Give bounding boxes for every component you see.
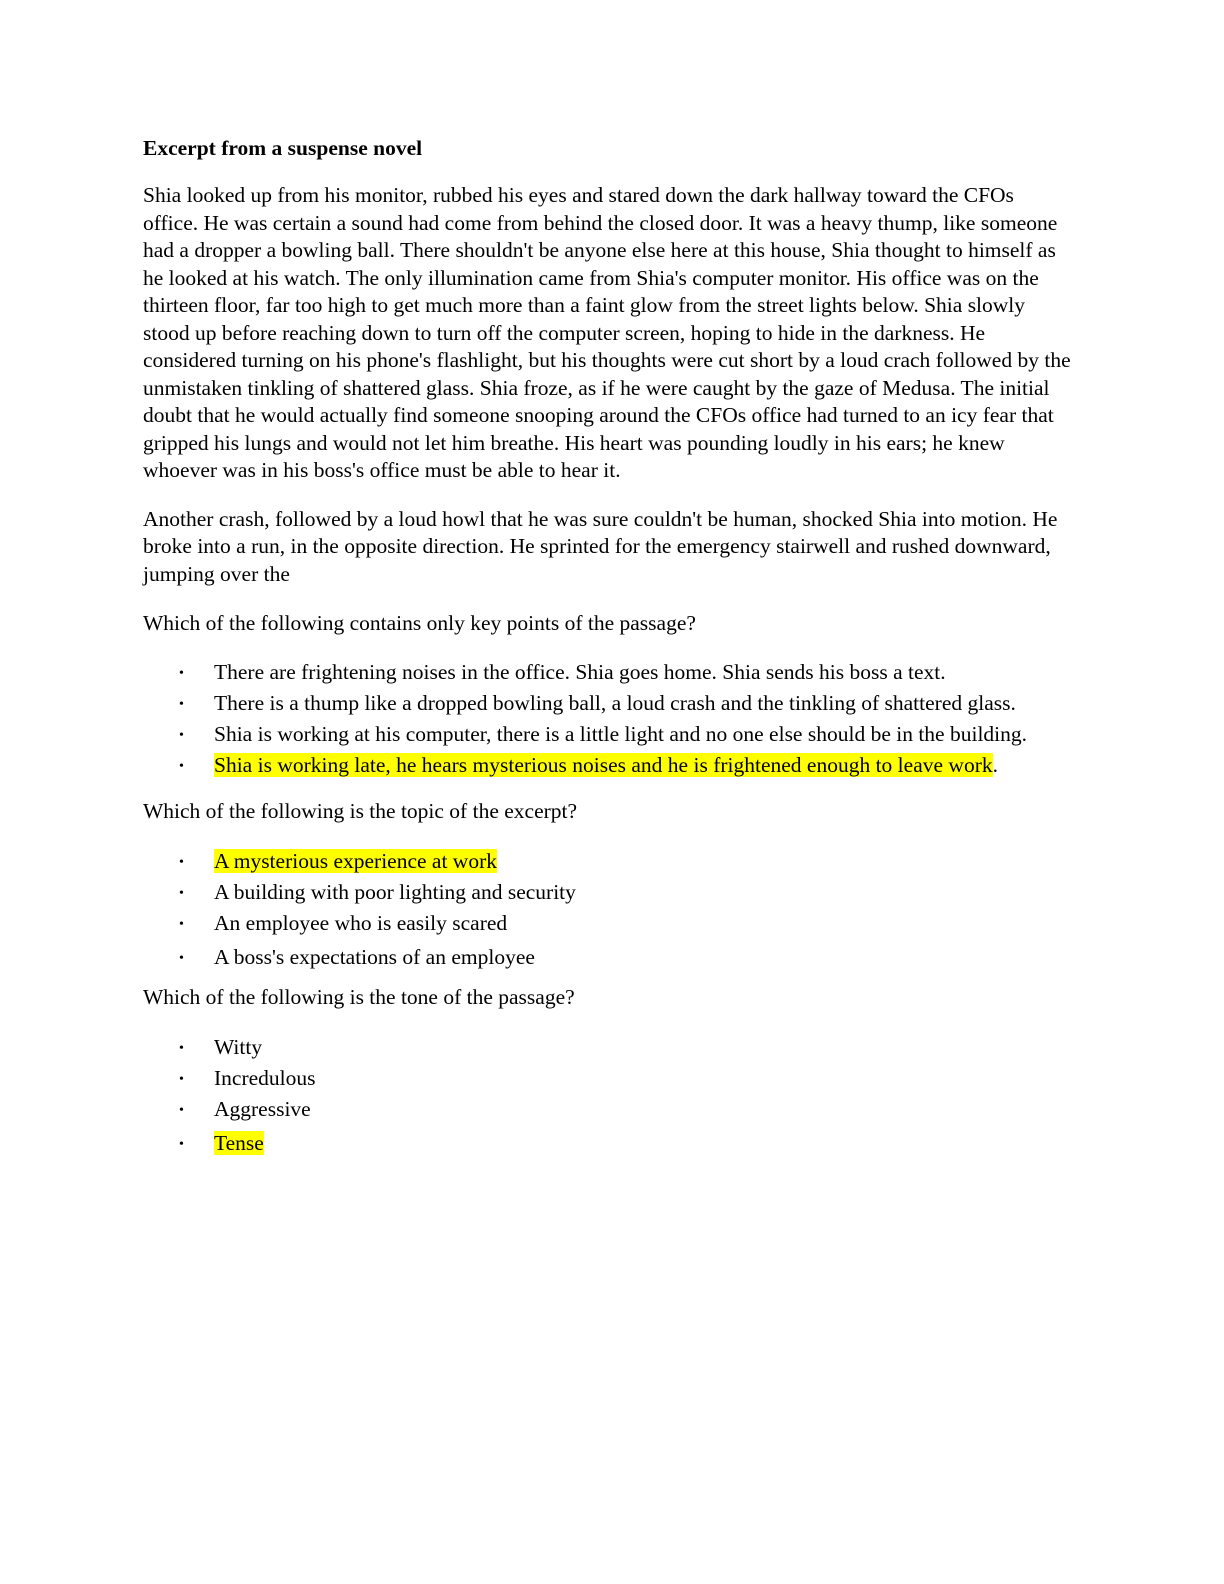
- bullet-icon: •: [179, 666, 184, 681]
- bullet-icon: •: [179, 1041, 184, 1056]
- bullet-icon: •: [179, 1103, 184, 1118]
- option-item: [143, 882, 1073, 902]
- passage-paragraph-2: Another crash, followed by a loud howl that he was sure couldn't be human, shocked Shia into motion. He broke into a run, in the opposite direction. He sprinted for the emergency stairwell and rushed downward, jumping over the: [143, 506, 1058, 586]
- bullet-icon: •: [179, 1137, 184, 1152]
- question-key-points: Which of the following contains only key points of the passage?: [143, 611, 696, 635]
- bullet-icon: •: [179, 855, 184, 870]
- options-list-topic: [143, 851, 1073, 967]
- option-text: Witty: [214, 1035, 263, 1059]
- option-text: Shia is working at his computer, there is a little light and no one else should be in the building.: [214, 722, 1028, 746]
- document-page: [143, 134, 1073, 1164]
- option-text: A building with poor lighting and security: [214, 880, 576, 904]
- question-topic: Which of the following is the topic of the excerpt?: [143, 799, 578, 823]
- option-item: [143, 662, 1073, 682]
- highlighted-option-text: Shia is working late, he hears mysterious noises and he is frightened enough to leave work: [214, 753, 993, 777]
- document-title: Excerpt from a suspense novel: [143, 136, 423, 160]
- option-item-selected: [143, 755, 1073, 775]
- options-list-key-points: [143, 662, 1073, 775]
- highlighted-option-text: Tense: [214, 1131, 264, 1155]
- option-text: A boss's expectations of an employee: [214, 945, 535, 969]
- option-item-selected: [143, 851, 1073, 871]
- option-item: [143, 724, 1073, 744]
- bullet-icon: •: [179, 886, 184, 901]
- bullet-icon: •: [179, 917, 184, 932]
- bullet-icon: •: [179, 759, 184, 774]
- option-item: [143, 1068, 1073, 1088]
- option-suffix: .: [992, 753, 998, 777]
- question-tone: Which of the following is the tone of the passage?: [143, 985, 575, 1009]
- bullet-icon: •: [179, 697, 184, 712]
- option-item: [143, 1099, 1073, 1119]
- option-text: An employee who is easily scared: [214, 911, 508, 935]
- bullet-icon: •: [179, 1072, 184, 1087]
- options-list-tone: [143, 1037, 1073, 1153]
- option-text: There is a thump like a dropped bowling ball, a loud crash and the tinkling of shattered glass.: [214, 691, 1016, 715]
- highlighted-option-text: A mysterious experience at work: [214, 849, 497, 873]
- option-item: [143, 693, 1073, 713]
- option-item: [143, 1037, 1073, 1057]
- option-text: Incredulous: [214, 1066, 316, 1090]
- option-text: There are frightening noises in the office. Shia goes home. Shia sends his boss a text.: [214, 660, 946, 684]
- option-item: [143, 913, 1073, 933]
- bullet-icon: •: [179, 951, 184, 966]
- bullet-icon: •: [179, 728, 184, 743]
- option-item: [143, 947, 1073, 967]
- option-item-selected: [143, 1133, 1073, 1153]
- option-text: Aggressive: [214, 1097, 311, 1121]
- passage-paragraph-1: Shia looked up from his monitor, rubbed his eyes and stared down the dark hallway toward the CFOs office. He was certain a sound had come from behind the closed door. It was a heavy thump, like someone had a dropper a bowling ball. There shouldn't be anyone else here at this house, Shia thought to himself as he looked at his watch. The only illumination came from Shia's computer monitor. His office was on the thirteen floor, far too high to get much more than a faint glow from the street lights below. Shia slowly stood up before reaching down to turn off the computer screen, hoping to hide in the darkness. He considered turning on his phone's flashlight, but his thoughts were cut short by a loud crach followed by the unmistaken tinkling of shattered glass. Shia froze, as if he were caught by the gaze of Medusa. The initial doubt that he would actually find someone snooping around the CFOs office had turned to an icy fear that gripped his lungs and would not let him breathe. His heart was pounding loudly in his ears; he knew whoever was in his boss's office must be able to hear it.: [143, 183, 1071, 482]
